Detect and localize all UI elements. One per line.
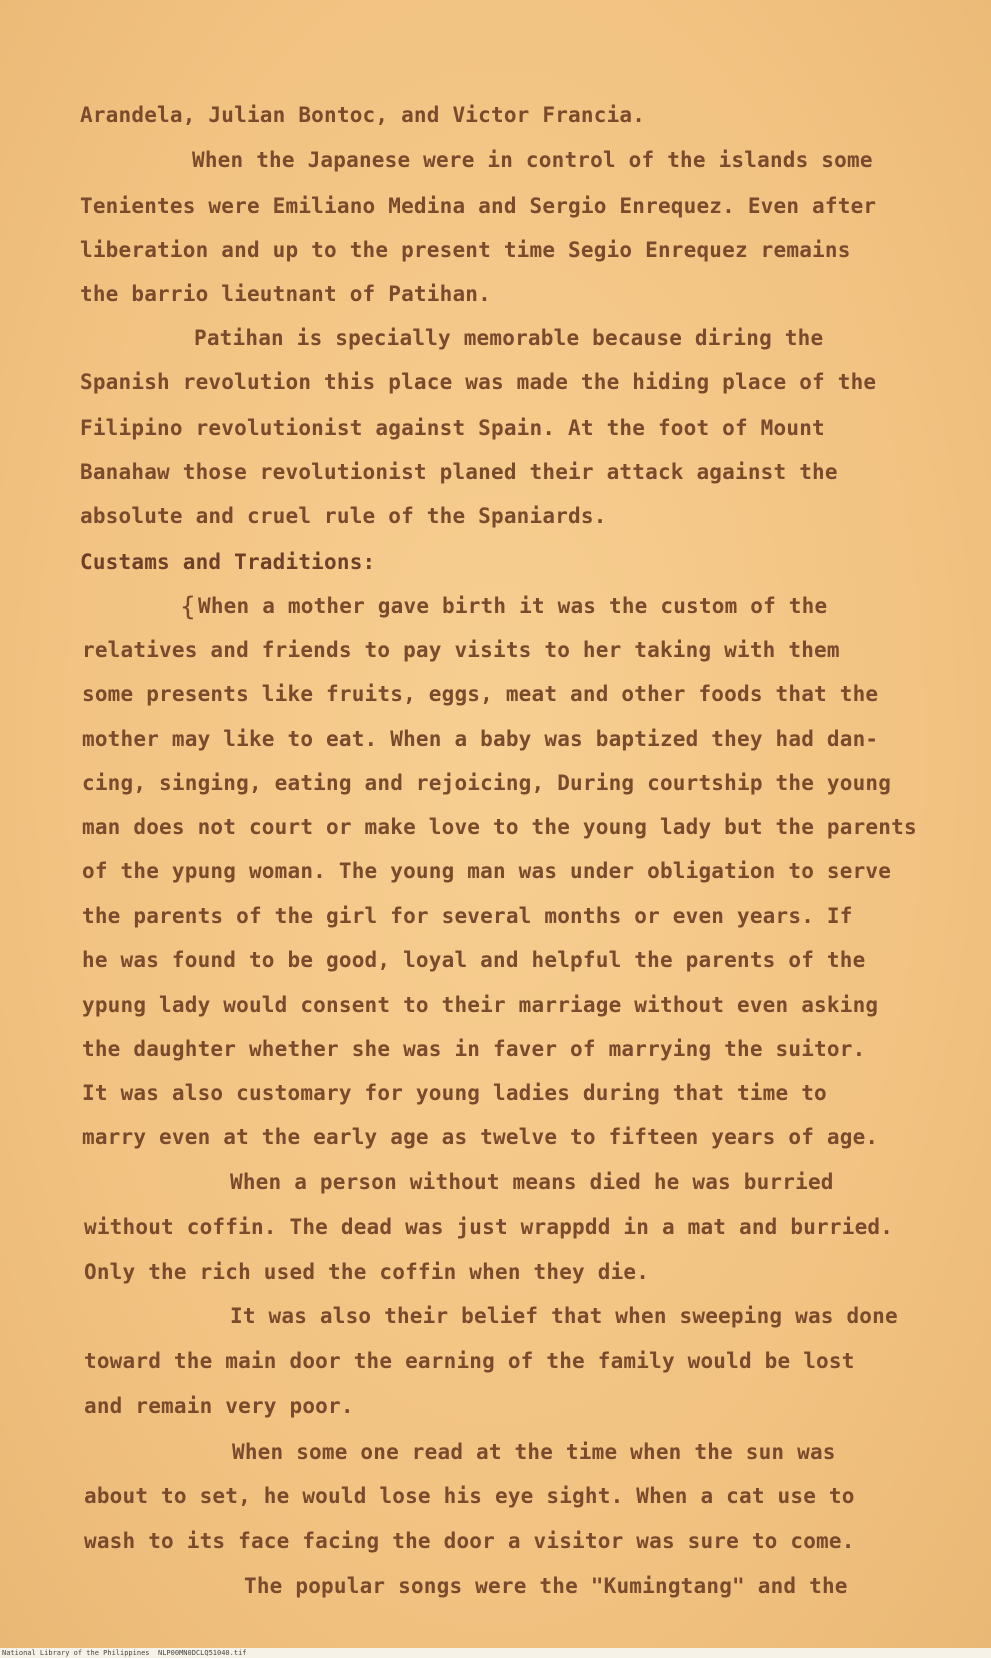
text-line: Arandela, Julian Bontoc, and Victor Francia. [80, 103, 646, 127]
footer-filename: NLP00MN0DCLQ51040.tif [158, 1649, 247, 1657]
text-line: the barrio lieutnant of Patihan. [80, 282, 491, 306]
text-line: It was also customary for young ladies during that time to [82, 1081, 827, 1105]
text-line: Spanish revolution this place was made the hiding place of the [80, 370, 877, 394]
text-line: It was also their belief that when sweeping was done [230, 1304, 898, 1328]
text-line: Only the rich used the coffin when they die. [84, 1260, 650, 1284]
text-line: When the Japanese were in control of the islands some [192, 148, 873, 172]
text-line: absolute and cruel rule of the Spaniards. [80, 504, 607, 528]
text-line: cing, singing, eating and rejoicing, During courtship the young [82, 771, 892, 795]
text-line: liberation and up to the present time Segio Enrequez remains [80, 238, 851, 262]
scan-footer [0, 1648, 991, 1658]
text-line: Filipino revolutionist against Spain. At the foot of Mount [80, 416, 825, 440]
text-line: When a mother gave birth it was the custom of the [198, 594, 828, 618]
text-line: wash to its face facing the door a visitor was sure to come. [84, 1529, 855, 1553]
text-line: Patihan is specially memorable because diring the [194, 326, 824, 350]
text-line: toward the main door the earning of the family would be lost [84, 1349, 855, 1373]
text-line: about to set, he would lose his eye sight. When a cat use to [84, 1484, 855, 1508]
text-line: man does not court or make love to the young lady but the parents [82, 815, 917, 839]
footer-source: National Library of the Philippines [2, 1649, 150, 1657]
text-line: the parents of the girl for several months or even years. If [82, 904, 853, 928]
text-line: ypung lady would consent to their marriage without even asking [82, 993, 879, 1017]
text-line: without coffin. The dead was just wrappdd in a mat and burried. [84, 1215, 894, 1239]
text-line: some presents like fruits, eggs, meat and other foods that the [82, 682, 879, 706]
text-line: When a person without means died he was burried [230, 1170, 834, 1194]
text-line: When some one read at the time when the sun was [232, 1440, 836, 1464]
text-line: mother may like to eat. When a baby was baptized they had dan- [82, 727, 879, 751]
text-line: Tenientes were Emiliano Medina and Sergio Enrequez. Even after [80, 194, 877, 218]
text-line: of the ypung woman. The young man was under obligation to serve [82, 859, 892, 883]
text-line: The popular songs were the "Kumingtang" and the [244, 1574, 848, 1598]
text-line: the daughter whether she was in faver of marrying the suitor. [82, 1037, 866, 1061]
text-line: Banahaw those revolutionist planed their attack against the [80, 460, 838, 484]
text-line: marry even at the early age as twelve to fifteen years of age. [82, 1125, 879, 1149]
section-heading: Custams and Traditions: [80, 550, 376, 574]
text-line: and remain very poor. [84, 1394, 354, 1418]
margin-bracket-mark: { [180, 592, 196, 622]
text-line: relatives and friends to pay visits to her taking with them [82, 638, 840, 662]
text-line: he was found to be good, loyal and helpful the parents of the [82, 948, 866, 972]
